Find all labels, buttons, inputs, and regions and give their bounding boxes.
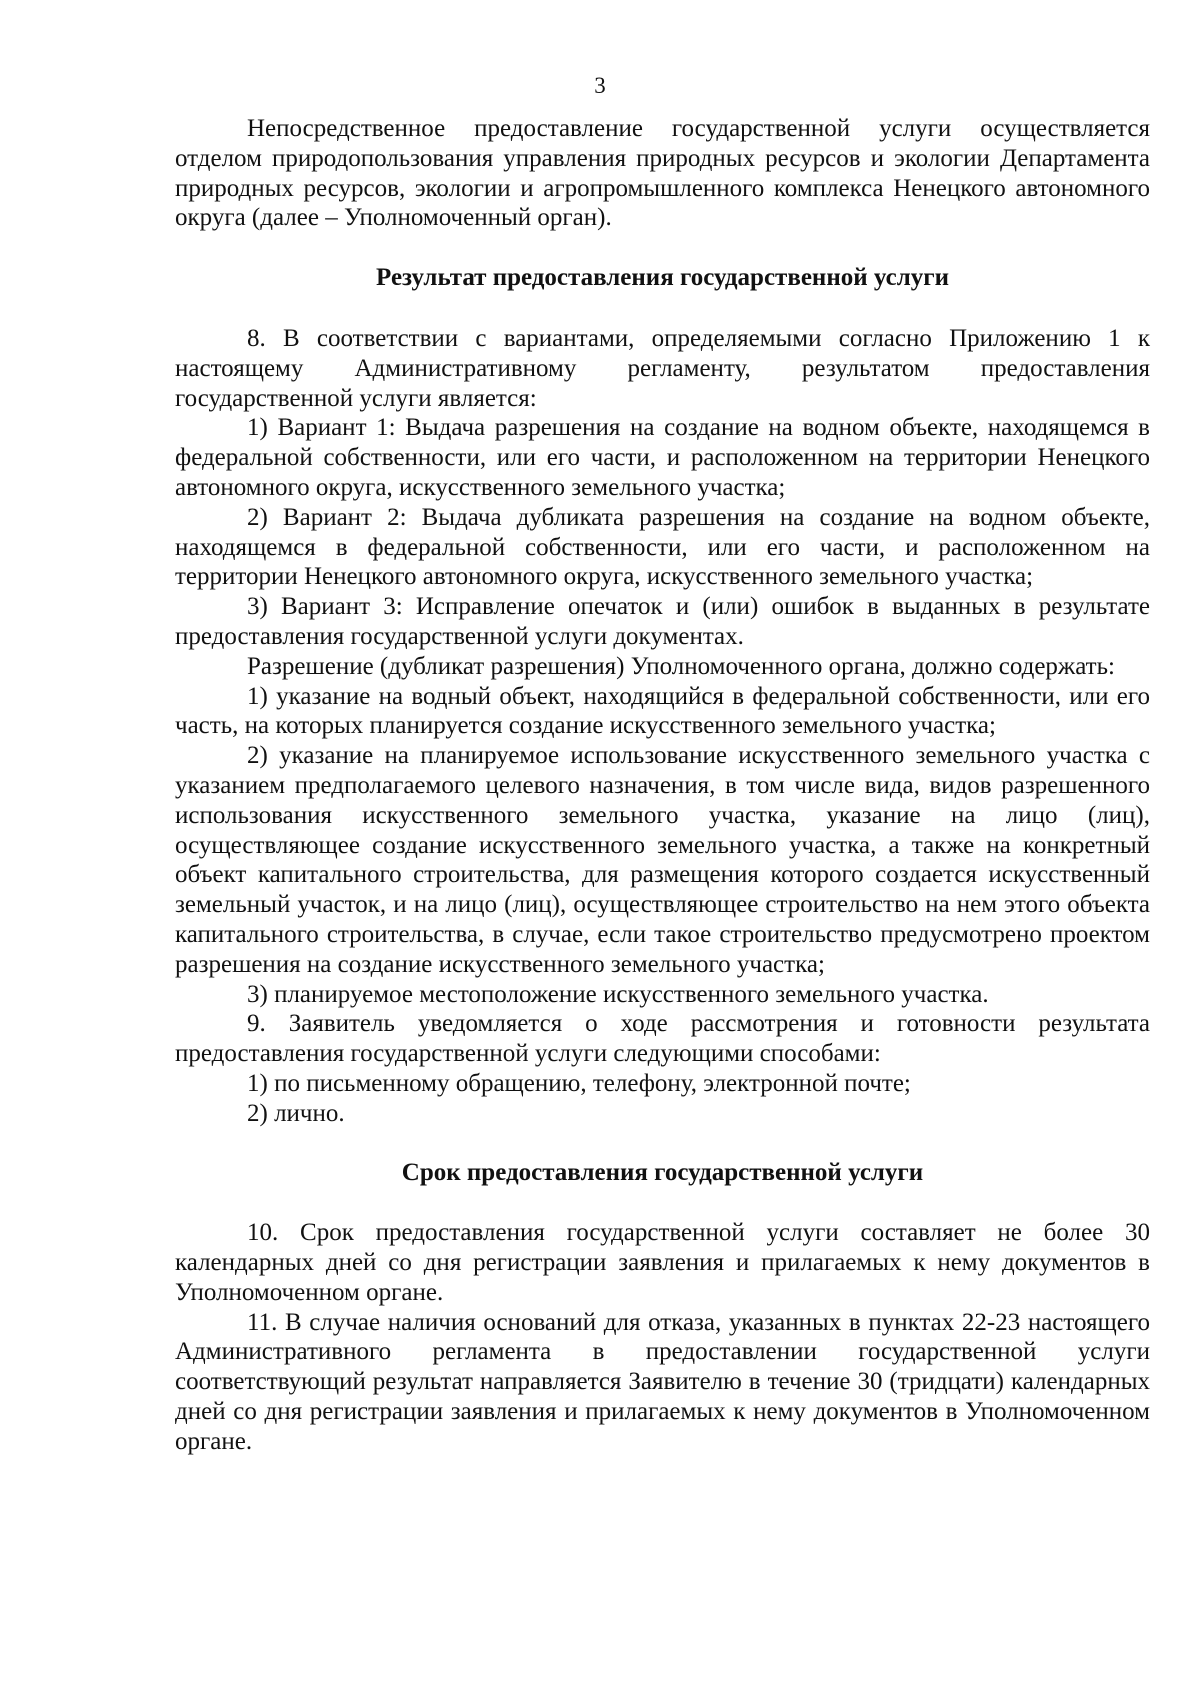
page-number: 3 bbox=[594, 73, 606, 98]
spacer bbox=[175, 233, 1150, 263]
section-heading-result: Результат предоставления государственной услуги bbox=[376, 264, 949, 292]
list-item-notify-1: 1) по письменному обращению, телефону, электронной почте; bbox=[247, 1069, 911, 1097]
section-heading-term: Срок предоставления государственной услуги bbox=[401, 1158, 924, 1186]
paragraph-10: 10. Срок предоставления государственной услуги составляет не более 30 календарных дней со дня регистрации заявления и прилагаемых к нему документов в Уполномоченном органе. bbox=[175, 1219, 1150, 1306]
spacer bbox=[175, 293, 1150, 324]
list-item-contents-3: 3) планируемое местоположение искусственного земельного участка. bbox=[247, 980, 989, 1008]
paragraph-8: 8. В соответствии с вариантами, определяемыми согласно Приложению 1 к настоящему Административному регламенту, результатом предоставления государственной услуги является: bbox=[175, 324, 1150, 412]
paragraph-9: 9. Заявитель уведомляется о ходе рассмотрения и готовности результата предоставления государственной услуги следующими способами: bbox=[175, 1010, 1150, 1068]
document-body bbox=[175, 114, 1150, 1457]
list-item-notify-2: 2) лично. bbox=[247, 1099, 345, 1127]
list-item-variant-3: 3) Вариант 3: Исправление опечаток и (или) ошибок в выданных в результате предоставления государственной услуги документах. bbox=[175, 593, 1150, 650]
intro-paragraph: Непосредственное предоставление государственной услуги осуществляется отделом природопользования управления природных ресурсов и экологии Департамента природных ресурсов, экологии и агропромышленного комплекса Ненецкого автономного округа (далее – Уполномоченный орган). bbox=[175, 115, 1150, 232]
paragraph-permit-contents: Разрешение (дубликат разрешения) Уполномоченного органа, должно содержать: bbox=[247, 652, 1115, 680]
list-item-contents-1: 1) указание на водный объект, находящийся в федеральной собственности, или его часть, на которых планируется создание искусственного земельного участка; bbox=[175, 682, 1150, 740]
paragraph-11: 11. В случае наличия оснований для отказа, указанных в пунктах 22-23 настоящего Административного регламента в предоставлении государственной услуги соответствующий результат направляется Заявителю в течение 30 (тридцати) календарных дней со дня регистрации заявления и прилагаемых к нему документов в Уполномоченном органе. bbox=[175, 1308, 1150, 1455]
list-item-variant-1: 1) Вариант 1: Выдача разрешения на создание на водном объекте, находящемся в федеральной собственности, или его части, и расположенном на территории Ненецкого автономного округа, искусственного земельного участка; bbox=[175, 414, 1150, 501]
spacer bbox=[175, 1129, 1150, 1158]
list-item-variant-2: 2) Вариант 2: Выдача дубликата разрешения на создание на водном объекте, находящемся в федеральной собственности, или его части, и расположенном на территории Ненецкого автономного округа, искусственного земельного участка; bbox=[175, 503, 1150, 591]
list-item-contents-2: 2) указание на планируемое использование искусственного земельного участка с указанием предполагаемого целевого назначения, в том числе вида, видов разрешенного использования искусственного земельного участка, указание на лицо (лиц), осуществляющее создание искусственного земельного участка, а также на конкретный объект капитального строительства, для размещения которого создается искусственный земельный участок, и на лицо (лиц), осуществляющее строительство на нем этого объекта капитального строительства, в случае, если такое строительство предусмотрено проектом разрешения на создание искусственного земельного участка; bbox=[175, 742, 1150, 978]
spacer bbox=[175, 1187, 1150, 1218]
